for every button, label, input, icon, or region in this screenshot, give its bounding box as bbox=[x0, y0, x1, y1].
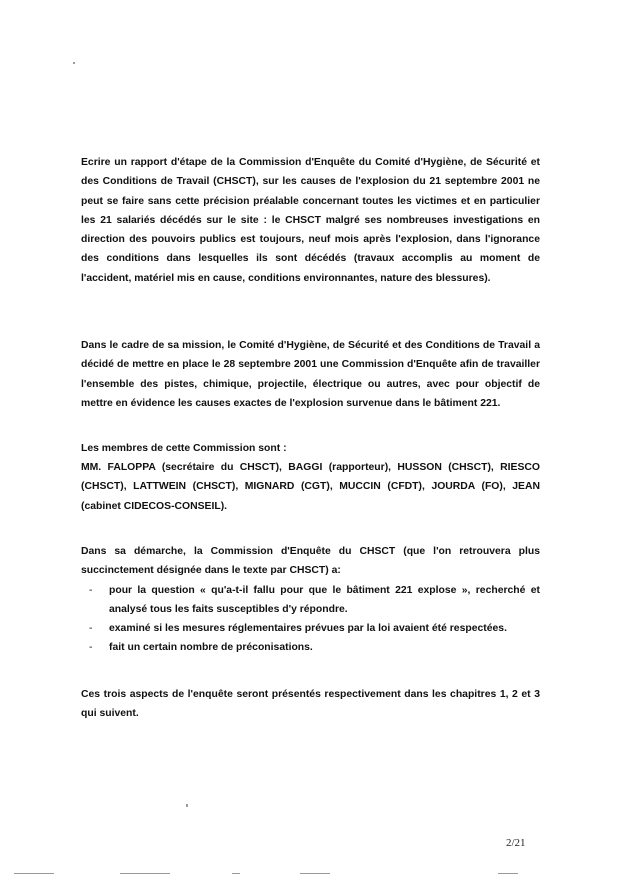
members-list: MM. FALOPPA (secrétaire du CHSCT), BAGGI (rapporteur), HUSSON (CHSCT), RIESCO (CHSCT), LATTWEIN (CHSCT), MIGNARD (CGT), MUCCIN (CFDT), JOURDA (FO), JEAN (cabinet CIDECOS-CONSEIL). bbox=[81, 462, 540, 512]
dash-bullet-icon: - bbox=[89, 623, 93, 635]
scan-artifact bbox=[498, 873, 518, 874]
scan-artifact bbox=[186, 804, 188, 807]
page-number: 2/21 bbox=[506, 837, 526, 849]
bullet-item bbox=[81, 581, 540, 620]
bullet-text: pour la question « qu'a-t-il fallu pour que le bâtiment 221 explose », recherché et analysé tous les faits susceptibles d'y répondre. bbox=[109, 584, 540, 615]
bullet-text: examiné si les mesures réglementaires prévues par la loi avaient été respectées. bbox=[109, 623, 507, 635]
paragraph-intro: Ecrire un rapport d'étape de la Commission d'Enquête du Comité d'Hygiène, de Sécurité et des Conditions de Travail (CHSCT), sur les causes de l'explosion du 21 septembre 2001 ne peut se faire sans cette précision préalable concernant toutes les victimes et en particulier les 21 salariés décédés sur le site : le CHSCT malgré ses nombreuses investigations en direction des pouvoirs publics est toujours, neuf mois après l'explosion, dans l'ignorance des conditions dans lesquelles ils sont décédés (travaux accomplis au moment de l'accident, matériel mis en cause, conditions environnantes, nature des blessures). bbox=[81, 157, 540, 284]
bullet-text: fait un certain nombre de préconisations. bbox=[109, 642, 313, 654]
dash-bullet-icon: - bbox=[89, 584, 93, 596]
scan-artifact bbox=[120, 873, 170, 874]
paragraph-mission: Dans le cadre de sa mission, le Comité d'Hygiène, de Sécurité et des Conditions de Travail a décidé de mettre en place le 28 septembre 2001 une Commission d'Enquête afin de travailler l'ensemble des pistes, chimique, projectile, électrique ou autres, avec pour objectif de mettre en évidence les causes exactes de l'explosion survenue dans le bâtiment 221. bbox=[81, 340, 540, 409]
members-heading: Les membres de cette Commission sont : bbox=[81, 443, 287, 454]
approach-bullet-list bbox=[81, 581, 540, 658]
bullet-item bbox=[81, 638, 540, 657]
paragraph-conclusion: Ces trois aspects de l'enquête seront présentés respectivement dans les chapitres 1, 2 et 3 qui suivent. bbox=[81, 689, 540, 720]
scan-artifact bbox=[232, 873, 240, 874]
bullet-item bbox=[81, 619, 540, 638]
scan-artifact bbox=[73, 62, 75, 64]
dash-bullet-icon: - bbox=[89, 642, 93, 654]
approach-section bbox=[81, 542, 540, 658]
approach-intro: Dans sa démarche, la Commission d'Enquête du CHSCT (que l'on retrouvera plus succinctement désignée dans le texte par CHSCT) a: bbox=[81, 546, 540, 577]
scan-artifact bbox=[300, 873, 330, 874]
scan-artifact bbox=[14, 873, 54, 874]
